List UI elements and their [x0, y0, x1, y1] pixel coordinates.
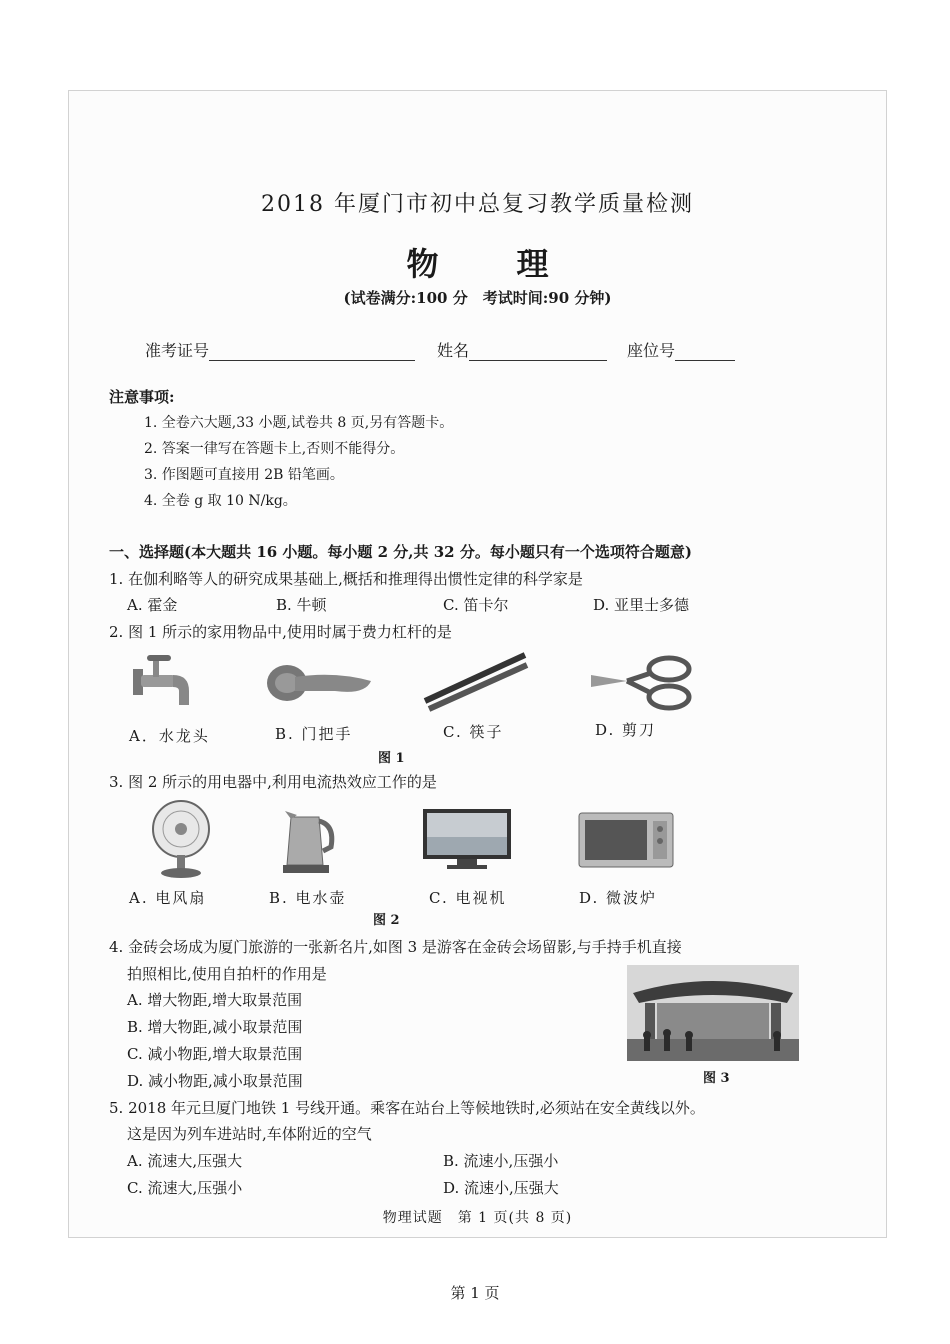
question-3-stem: 3. 图 2 所示的用电器中,利用电流热效应工作的是	[109, 773, 437, 791]
q1-option-b: B. 牛顿	[276, 596, 327, 614]
figure-2-caption: 图 2	[373, 913, 400, 928]
subject-title	[69, 239, 886, 285]
notice-item-1: 1. 全卷六大题,33 小题,试卷共 8 页,另有答题卡。	[144, 415, 454, 431]
sheet-footer: 物理试题 第 1 页(共 8 页)	[382, 1210, 573, 1226]
q4-option-d: D. 减小物距,减小取景范围	[127, 1072, 303, 1090]
exam-id-label: 准考证号	[145, 341, 210, 360]
q4-option-a: A. 增大物距,增大取景范围	[127, 991, 303, 1009]
notice-title: 注意事项:	[109, 388, 175, 406]
notice-item-2: 2. 答案一律写在答题卡上,否则不能得分。	[144, 441, 405, 457]
q2-option-a: A．水龙头	[129, 727, 210, 745]
exam-sheet	[68, 90, 887, 1238]
figure-3-caption: 图 3	[703, 1071, 730, 1086]
question-2-stem: 2. 图 1 所示的家用物品中,使用时属于费力杠杆的是	[109, 623, 452, 641]
name-blank	[469, 344, 607, 361]
microwave-image	[579, 813, 675, 871]
question-1-stem: 1. 在伽利略等人的研究成果基础上,概括和推理得出惯性定律的科学家是	[109, 570, 583, 588]
q2-option-c: C. 筷子	[443, 723, 504, 741]
figure-1-caption: 图 1	[378, 751, 405, 766]
q4-option-b: B. 增大物距,减小取景范围	[127, 1018, 303, 1036]
chopsticks-image	[419, 651, 529, 711]
door-handle-image	[265, 661, 375, 711]
scissors-image	[587, 651, 697, 721]
exam-id-field	[145, 338, 415, 361]
seat-label: 座位号	[627, 341, 676, 360]
q1-option-c: C. 笛卡尔	[443, 596, 509, 614]
venue-photo	[627, 965, 799, 1061]
exam-title: 2018 年厦门市初中总复习教学质量检测	[261, 192, 694, 217]
faucet-image	[129, 651, 199, 721]
q5-option-a: A. 流速大,压强大	[127, 1152, 243, 1170]
electric-kettle-image	[283, 803, 339, 875]
section-heading: 一、选择题(本大题共 16 小题。每小题 2 分,共 32 分。每小题只有一个选项符合题意)	[109, 543, 692, 561]
notice-item-3: 3. 作图题可直接用 2B 铅笔画。	[144, 467, 344, 483]
q3-option-b: B. 电水壶	[269, 889, 347, 907]
exam-meta: (试卷满分:100 分 考试时间:90 分钟)	[343, 289, 612, 307]
q5-option-d: D. 流速小,压强大	[443, 1179, 559, 1197]
name-field	[437, 338, 607, 361]
question-5-stem-line-2: 这是因为列车进站时,车体附近的空气	[127, 1125, 372, 1143]
seat-field	[627, 338, 735, 361]
name-label: 姓名	[437, 341, 470, 360]
q2-option-b: B. 门把手	[275, 725, 353, 743]
subject-char-1: 物	[406, 245, 439, 283]
page-number: 第 1 页	[450, 1284, 500, 1302]
television-image	[423, 809, 513, 871]
exam-id-blank	[209, 344, 415, 361]
q3-option-a: A. 电风扇	[129, 889, 207, 907]
electric-fan-image	[147, 799, 217, 879]
q1-option-a: A. 霍金	[127, 596, 178, 614]
q5-option-b: B. 流速小,压强小	[443, 1152, 559, 1170]
q2-option-d: D. 剪刀	[595, 721, 657, 739]
q5-option-c: C. 流速大,压强小	[127, 1179, 243, 1197]
notice-item-4: 4. 全卷 g 取 10 N/kg。	[144, 493, 297, 509]
question-4-stem-line-1: 4. 金砖会场成为厦门旅游的一张新名片,如图 3 是游客在金砖会场留影,与手持手机直接	[109, 938, 682, 956]
subject-char-2: 理	[516, 245, 549, 283]
q4-option-c: C. 减小物距,增大取景范围	[127, 1045, 303, 1063]
question-4-stem-line-2: 拍照相比,使用自拍杆的作用是	[127, 965, 327, 983]
q3-option-d: D. 微波炉	[579, 889, 658, 907]
q1-option-d: D. 亚里士多德	[593, 596, 690, 614]
question-5-stem-line-1: 5. 2018 年元旦厦门地铁 1 号线开通。乘客在站台上等候地铁时,必须站在安全黄线以外。	[109, 1099, 705, 1117]
q3-option-c: C. 电视机	[429, 889, 507, 907]
seat-blank	[675, 344, 735, 361]
